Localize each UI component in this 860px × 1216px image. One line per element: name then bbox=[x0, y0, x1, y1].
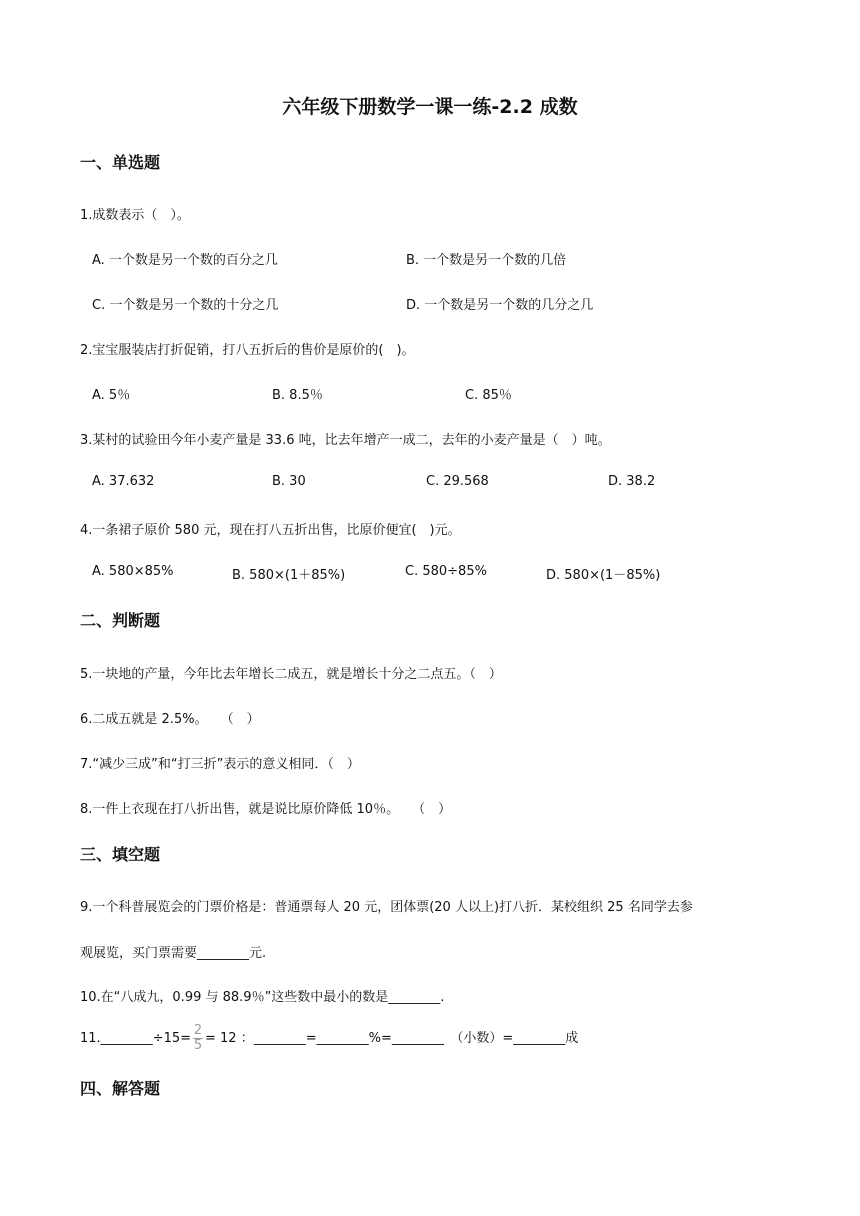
question-3-option-d: D. 38.2 bbox=[608, 474, 656, 489]
question-10: 10.在“八成九，0.99 与 88.9％”这些数中最小的数是________. bbox=[80, 990, 445, 1005]
question-4-option-c: C. 580÷85% bbox=[405, 564, 487, 579]
question-11 bbox=[80, 1024, 578, 1054]
section-heading-single-choice: 一、单选题 bbox=[80, 153, 161, 172]
question-11-prefix: 11.________÷15= bbox=[80, 1031, 192, 1046]
question-3-option-c: C. 29.568 bbox=[426, 474, 489, 489]
fraction bbox=[193, 1024, 203, 1053]
question-3: 3.某村的试验田今年小麦产量是 33.6 吨，比去年增产一成二，去年的小麦产量是（ ）吨。 bbox=[80, 433, 611, 448]
section-heading-solve: 四、解答题 bbox=[80, 1079, 161, 1098]
question-7: 7.“减少三成”和“打三折”表示的意义相同．（ ） bbox=[80, 757, 360, 772]
question-2-option-b: B. 8.5％ bbox=[272, 388, 323, 403]
question-2-option-c: C. 85％ bbox=[465, 388, 512, 403]
page-title: 六年级下册数学一课一练-2.2 成数 bbox=[282, 96, 578, 118]
question-4-option-d: D. 580×(1－85%) bbox=[546, 568, 661, 583]
question-8: 8.一件上衣现在打八折出售，就是说比原价降低 10％。 （ ） bbox=[80, 802, 452, 817]
fraction-numerator: 2 bbox=[193, 1023, 203, 1038]
question-9-line-1: 9.一个科普展览会的门票价格是：普通票每人 20 元，团体票(20 人以上)打八折．某校组织 25 名同学去参 bbox=[80, 900, 693, 915]
question-2: 2.宝宝服装店打折促销，打八五折后的售价是原价的( )。 bbox=[80, 343, 415, 358]
question-6: 6.二成五就是 2.5%。 （ ） bbox=[80, 712, 260, 727]
question-1-option-a: A. 一个数是另一个数的百分之几 bbox=[92, 253, 278, 268]
question-3-option-a: A. 37.632 bbox=[92, 474, 155, 489]
section-heading-fill-in: 三、填空题 bbox=[80, 845, 161, 864]
section-heading-true-false: 二、判断题 bbox=[80, 611, 161, 630]
question-1: 1.成数表示（ ）。 bbox=[80, 208, 190, 223]
question-4: 4.一条裙子原价 580 元，现在打八五折出售，比原价便宜( )元。 bbox=[80, 523, 461, 538]
question-2-option-a: A. 5％ bbox=[92, 388, 131, 403]
fraction-denominator: 5 bbox=[193, 1038, 203, 1053]
question-1-option-b: B. 一个数是另一个数的几倍 bbox=[406, 253, 567, 268]
question-3-option-b: B. 30 bbox=[272, 474, 306, 489]
question-5: 5.一块地的产量，今年比去年增长二成五，就是增长十分之二点五。（ ） bbox=[80, 667, 502, 682]
question-1-option-d: D. 一个数是另一个数的几分之几 bbox=[406, 298, 594, 313]
question-1-option-c: C. 一个数是另一个数的十分之几 bbox=[92, 298, 279, 313]
question-9-line-2: 观展览，买门票需要________元. bbox=[80, 946, 267, 961]
question-11-suffix: = 12 ：________=________%=________ （小数）=________成 bbox=[205, 1031, 579, 1046]
question-4-option-a: A. 580×85% bbox=[92, 564, 174, 579]
question-4-option-b: B. 580×(1＋85%) bbox=[232, 568, 346, 583]
